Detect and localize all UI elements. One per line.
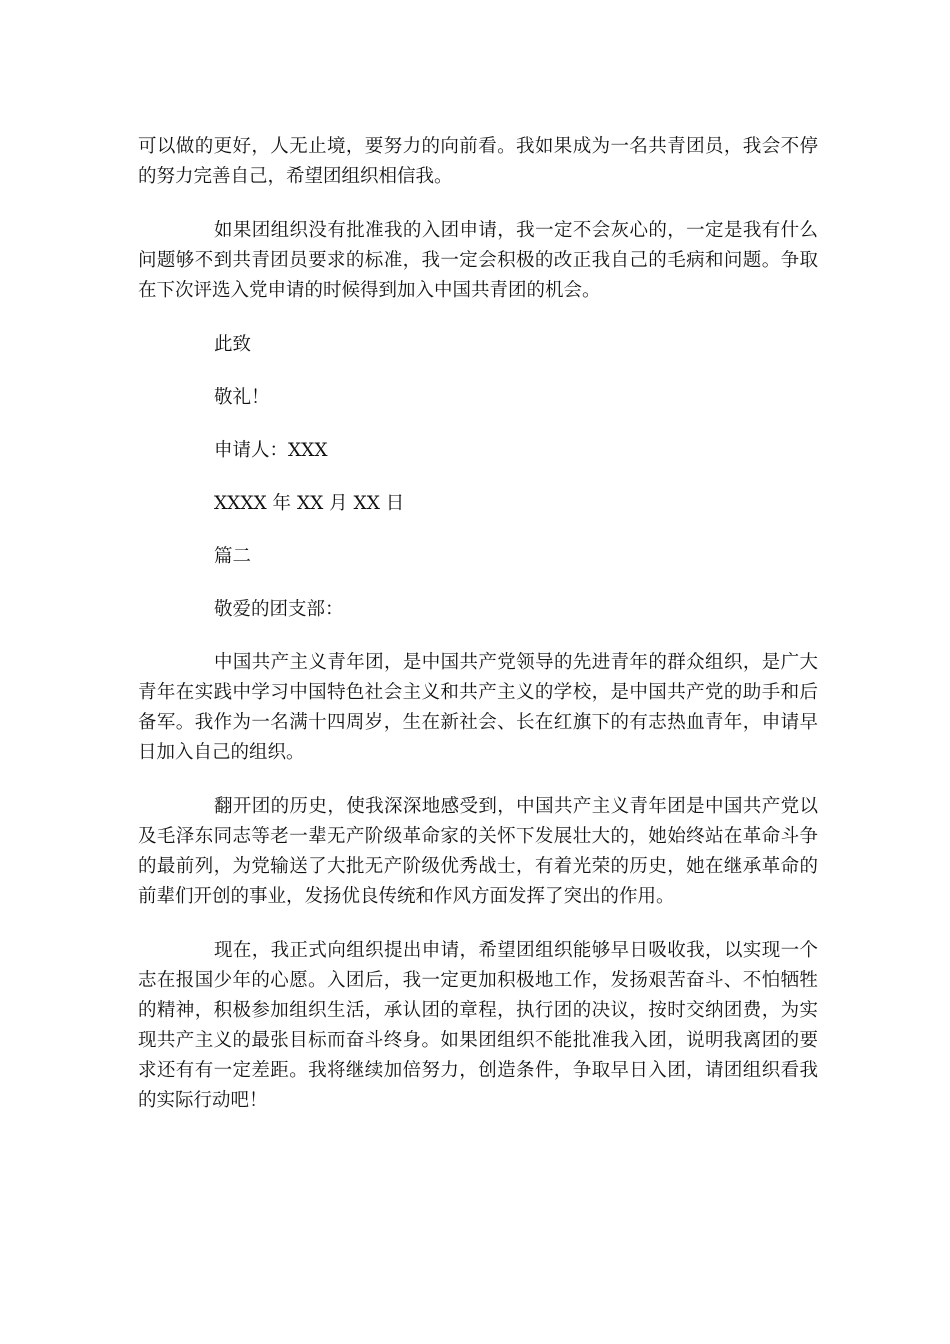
salutation-line-1: 此致 <box>214 334 252 355</box>
body-paragraph: 翻开团的历史，使我深深地感受到，中国共产主义青年团是中国共产党以及毛泽东同志等老一辈无产阶级革命家的关怀下发展壮大的，她始终站在革命斗争的最前列，为党输送了大批无产阶级优秀战士，有着光荣的历史，她在继承革命的前辈们开创的事业，发扬优良传统和作风方面发挥了突出的作用。 <box>138 796 818 907</box>
section-title: 篇二 <box>214 546 252 567</box>
salutation-line-2: 敬礼！ <box>214 387 270 408</box>
greeting-line: 敬爱的团支部： <box>214 599 344 620</box>
body-paragraph: 现在，我正式向组织提出申请，希望团组织能够早日吸收我，以实现一个志在报国少年的心愿。入团后，我一定更加积极地工作，发扬艰苦奋斗、不怕牺牲的精神，积极参加组织生活，承认团的章程，执行团的决议，按时交纳团费，为实现共产主义的最张目标而奋斗终身。如果团组织不能批准我入团，说明我离团的要求还有有一定差距。我将继续加倍努力，创造条件，争取早日入团，请团组织看我的实际行动吧！ <box>138 940 818 1111</box>
body-paragraph: 中国共产主义青年团，是中国共产党领导的先进青年的群众组织，是广大青年在实践中学习中国特色社会主义和共产主义的学校，是中国共产党的助手和后备军。我作为一名满十四周岁，生在新社会、长在红旗下的有志热血青年，申请早日加入自己的组织。 <box>138 652 818 763</box>
applicant-line: 申请人：XXX <box>214 440 328 461</box>
date-line: XXXX 年 XX 月 XX 日 <box>214 493 405 514</box>
paragraph-rejection: 如果团组织没有批准我的入团申请，我一定不会灰心的，一定是我有什么问题够不到共青团员要求的标准，我一定会积极的改正我自己的毛病和问题。争取在下次评选入党申请的时候得到加入中国共青团的机会。 <box>138 220 818 301</box>
paragraph-continuation: 可以做的更好，人无止境，要努力的向前看。我如果成为一名共青团员，我会不停的努力完善自己，希望团组织相信我。 <box>138 136 818 187</box>
document-body <box>138 132 818 1140</box>
